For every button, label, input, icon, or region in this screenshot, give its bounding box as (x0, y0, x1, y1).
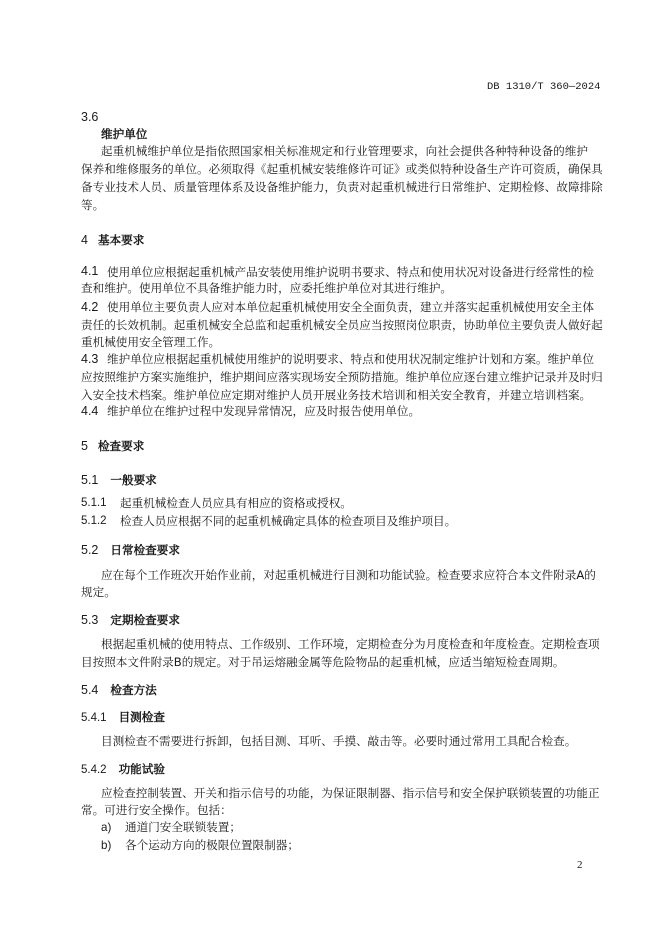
subsection-title: 功能试验 (118, 762, 165, 776)
clause-number: 5.1.2 (81, 515, 107, 527)
section-heading (81, 612, 180, 628)
clause-text-line: 应按照维护方案实施维护，维护期间应落实现场安全预防措施。维护单位应逐台建立维护记录并及时归 (81, 370, 603, 384)
clause-text-line: 起重机械检查人员应具有相应的资格或授权。 (120, 496, 352, 510)
clause-text-line: 使用单位主要负责人应对本单位起重机械使用安全全面负责，建立并落实起重机械使用安全主体 (107, 300, 594, 314)
chapter-title: 检查要求 (97, 439, 145, 453)
paragraph-line: 根据起重机械的使用特点、工作级别、工作环境，定期检查分为月度检查和年度检查。定期检查项 (101, 637, 600, 651)
term-definition-line: 保养和维修服务的单位。必须取得《起重机械安装维修许可证》或类似特种设备生产许可资质，确保具 (81, 162, 603, 176)
section-heading (81, 682, 157, 698)
clause-number: 4.1 (81, 264, 99, 278)
subsection-heading (81, 709, 165, 725)
clause-text-line: 维护单位应根据起重机械使用维护的说明要求、特点和使用状况制定维护计划和方案。维护单位 (107, 352, 594, 366)
clause-text-line: 查和维护。使用单位不具备维护能力时，应委托维护单位对其进行维护。 (81, 281, 453, 295)
document-code: DB 1310/T 360—2024 (487, 81, 601, 93)
subsection-number: 5.4.2 (81, 764, 107, 776)
subsection-heading (81, 761, 165, 777)
section-number: 5.1 (81, 473, 99, 487)
section-title: 定期检查要求 (110, 613, 180, 627)
chapter-number: 4 (81, 233, 88, 247)
list-item-label: b) (101, 839, 112, 852)
page-number: 2 (577, 859, 583, 871)
list-item-text: 通道门安全联锁装置； (125, 820, 241, 834)
paragraph-line: 常。可进行安全操作。包括： (81, 803, 232, 817)
clause-text-line: 入安全技术档案。维护单位应定期对维护人员开展业务技术培训和相关安全教育，并建立培训档案。 (81, 388, 592, 402)
term-definition-line: 等。 (81, 198, 105, 212)
chapter-number: 5 (81, 439, 88, 453)
chapter-heading (81, 438, 144, 454)
section-title: 检查方法 (110, 683, 157, 697)
paragraph-line: 应检查控制装置、开关和指示信号的功能，为保证限制器、指示信号和安全保护联锁装置的功能正 (101, 786, 600, 800)
list-item-label: a) (101, 821, 112, 834)
section-title: 日常检查要求 (110, 543, 180, 557)
section-heading (81, 472, 157, 488)
term-definition-line: 备专业技术人员、质量管理体系及设备维护能力，负责对起重机械进行日常维护、定期检修、故障排除 (81, 180, 603, 194)
section-number: 5.3 (81, 613, 99, 627)
clause-number: 5.1.1 (81, 497, 107, 509)
subsection-title: 目测检查 (118, 710, 165, 724)
subsection-number: 5.4.1 (81, 712, 107, 724)
term-number: 3.6 (81, 110, 99, 124)
chapter-heading (81, 232, 144, 248)
paragraph-line: 规定。 (81, 585, 116, 599)
paragraph-line: 应在每个工作班次开始作业前，对起重机械进行目测和功能试验。检查要求应符合本文件附录A的 (101, 568, 596, 582)
clause-text-line: 重机械使用安全管理工作。 (81, 335, 221, 349)
section-heading (81, 542, 180, 558)
clause-text-line: 维护单位在维护过程中发现异常情况，应及时报告使用单位。 (107, 404, 421, 418)
list-item-text: 各个运动方向的极限位置限制器； (125, 838, 299, 852)
paragraph-line: 目按照本文件附录B的规定。对于吊运熔融金属等危险物品的起重机械，应适当缩短检查周期。 (81, 655, 565, 669)
clause-number: 4.4 (81, 404, 99, 418)
clause-text-line: 责任的长效机制。起重机械安全总监和起重机械安全员应当按照岗位职责，协助单位主要负责人做好起 (81, 318, 603, 332)
paragraph-line: 目测检查不需要进行拆卸，包括目测、耳听、手摸、敲击等。必要时通过常用工具配合检查。 (101, 734, 577, 748)
chapter-title: 基本要求 (97, 233, 145, 247)
clause-number: 4.2 (81, 300, 99, 314)
section-number: 5.4 (81, 683, 99, 697)
clause-number: 4.3 (81, 352, 99, 366)
section-title: 一般要求 (110, 473, 157, 487)
section-number: 5.2 (81, 543, 99, 557)
clause-text-line: 使用单位应根据起重机械产品安装使用维护说明书要求、特点和使用状况对设备进行经常性的检 (107, 265, 594, 279)
term-definition-line: 起重机械维护单位是指依照国家相关标准规定和行业管理要求，向社会提供各种特种设备的维护 (101, 144, 588, 158)
term-title: 维护单位 (101, 127, 148, 141)
clause-text-line: 检查人员应根据不同的起重机械确定具体的检查项目及维护项目。 (120, 514, 457, 528)
